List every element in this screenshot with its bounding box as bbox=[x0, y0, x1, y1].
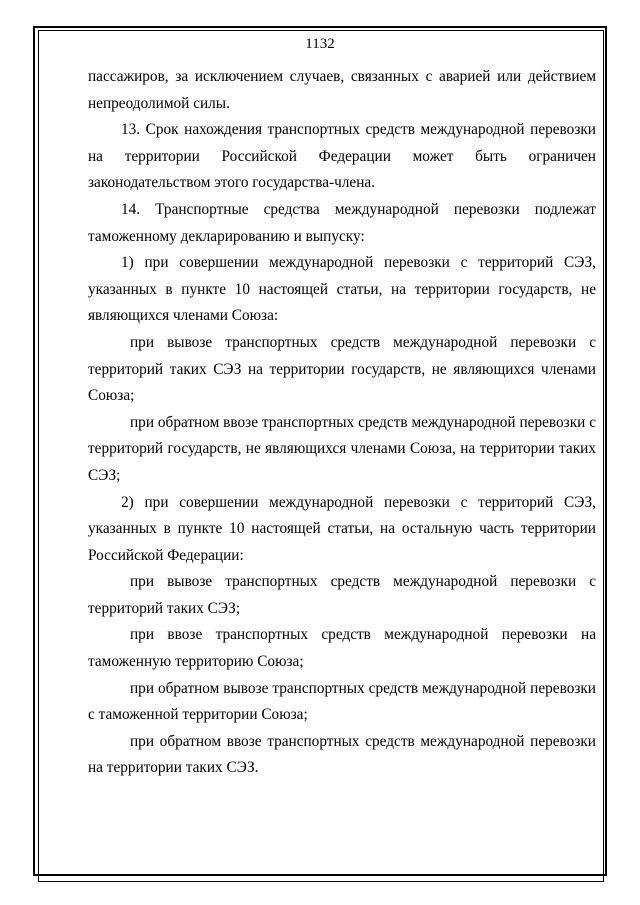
subitem-2-reexport: при обратном вывозе транспортных средств международной перевозки с таможенной территории Союза; bbox=[88, 679, 596, 724]
subitem-1-export: при вывозе транспортных средств международной перевозки с территорий таких СЭЗ на территории государств, не являющихся членами Союза; bbox=[88, 333, 596, 405]
subitem-2-import: при ввозе транспортных средств международной перевозки на таможенную территорию Союза; bbox=[88, 626, 596, 671]
subitem-2-export: при вывозе транспортных средств международной перевозки с территорий таких СЭЗ; bbox=[88, 573, 596, 617]
paragraph-13: 13. Срок нахождения транспортных средств международной перевозки на территории Российской Федерации может быть ограничен законодательством этого государства-члена. bbox=[88, 121, 596, 192]
subitem-1-reimport: при обратном ввозе транспортных средств международной перевозки с территорий государств, не являющихся членами Союза, на территории таких СЭЗ; bbox=[88, 413, 596, 484]
subitem-1: 1) при совершении международной перевозки с территорий СЭЗ, указанных в пункте 10 настоящей статьи, на территории государств, не являющихся членами Союза: bbox=[88, 254, 596, 325]
paragraph-14: 14. Транспортные средства международной перевозки подлежат таможенному декларированию и выпуску: bbox=[88, 200, 596, 245]
page-number: 1132 bbox=[305, 36, 335, 52]
document-body bbox=[88, 64, 596, 782]
paragraph-continuation: пассажиров, за исключением случаев, связанных с аварией или действием непреодолимой силы. bbox=[88, 68, 596, 112]
subitem-2: 2) при совершении международной перевозки с территорий СЭЗ, указанных в пункте 10 настоящей статьи, на остальную часть территории Российской Федерации: bbox=[88, 493, 596, 564]
subitem-2-reimport: при обратном ввозе транспортных средств международной перевозки на территории таких СЭЗ. bbox=[88, 732, 596, 777]
